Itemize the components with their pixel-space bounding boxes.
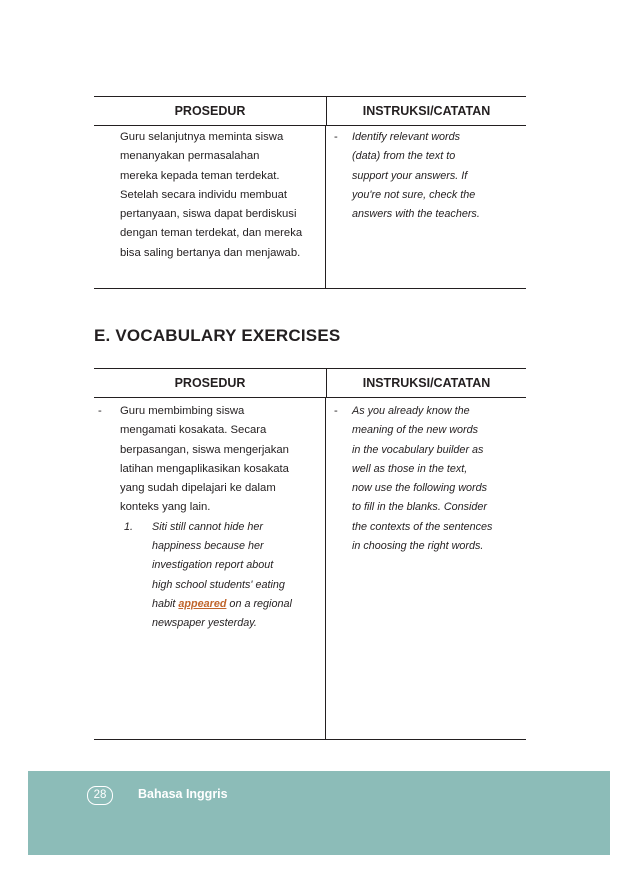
item-line-prefix: habit — [152, 597, 179, 610]
procedure-line: bisa saling bertanya dan menjawab. — [120, 246, 301, 259]
bullet-dash: - — [98, 405, 102, 417]
procedure-line: Guru selanjutnya meminta siswa — [120, 131, 284, 143]
instruction-line: in choosing the right words. — [352, 540, 484, 553]
procedure-cell — [94, 126, 326, 288]
procedure-cell — [94, 398, 326, 739]
bullet-dash: - — [334, 405, 338, 417]
instruction-line: meaning of the new words — [352, 424, 479, 437]
page-number: 28 — [87, 786, 113, 805]
procedure-line: yang sudah dipelajari ke dalam — [120, 482, 276, 495]
item-line: investigation report about — [152, 559, 274, 572]
procedure-table-2 — [94, 368, 526, 740]
procedure-line: Guru membimbing siswa — [120, 405, 245, 417]
item-line-suffix: on a regional — [226, 597, 292, 610]
example-item — [120, 518, 325, 634]
instruction-line: to fill in the blanks. Consider — [352, 501, 488, 514]
item-line: happiness because her — [152, 540, 264, 553]
instruction-line: you're not sure, check the — [352, 188, 476, 201]
procedure-line: menanyakan permasalahan — [120, 150, 260, 163]
instruction-line: the contexts of the sentences — [352, 520, 493, 533]
instruction-line: As you already know the — [352, 405, 470, 417]
instruction-cell — [326, 398, 526, 739]
instruction-line: Identify relevant words — [352, 131, 461, 143]
item-line: Siti still cannot hide her — [152, 520, 264, 533]
procedure-line: mengamati kosakata. Secara — [120, 424, 267, 437]
table-header — [94, 97, 526, 126]
instruction-line: well as those in the text, — [352, 462, 468, 475]
procedure-line: dengan teman terdekat, dan mereka — [120, 227, 303, 240]
instruction-line: (data) from the text to — [352, 150, 456, 163]
instruction-cell — [326, 126, 526, 288]
header-instructions: INSTRUKSI/CATATAN — [362, 376, 491, 390]
instruction-line: answers with the teachers. — [352, 208, 480, 221]
header-procedure: PROSEDUR — [94, 97, 327, 125]
book-title: Bahasa Inggris — [138, 787, 228, 801]
section-title: E. VOCABULARY EXERCISES — [94, 326, 341, 345]
item-line: high school students' eating — [152, 578, 285, 591]
procedure-line: latihan mengaplikasikan kosakata — [120, 462, 289, 475]
procedure-line: pertanyaan, siswa dapat berdiskusi — [120, 208, 297, 221]
procedure-line: mereka kepada teman terdekat. — [120, 169, 280, 182]
instruction-line: now use the following words — [352, 482, 488, 495]
header-procedure: PROSEDUR — [94, 369, 327, 397]
highlighted-word: appeared — [178, 597, 227, 610]
bullet-dash: - — [334, 131, 338, 143]
item-line — [152, 595, 325, 614]
procedure-table-1 — [94, 96, 526, 289]
item-line: newspaper yesterday. — [152, 617, 257, 630]
instruction-line: in the vocabulary builder as — [352, 443, 484, 456]
item-number: 1. — [124, 520, 134, 533]
instruction-line: support your answers. If — [352, 169, 468, 182]
procedure-line: berpasangan, siswa mengerjakan — [120, 443, 289, 456]
header-instructions: INSTRUKSI/CATATAN — [362, 104, 491, 118]
procedure-line: konteks yang lain. — [120, 501, 211, 514]
table-header — [94, 369, 526, 398]
procedure-line: Setelah secara individu membuat — [120, 188, 288, 201]
page-footer — [28, 771, 610, 855]
